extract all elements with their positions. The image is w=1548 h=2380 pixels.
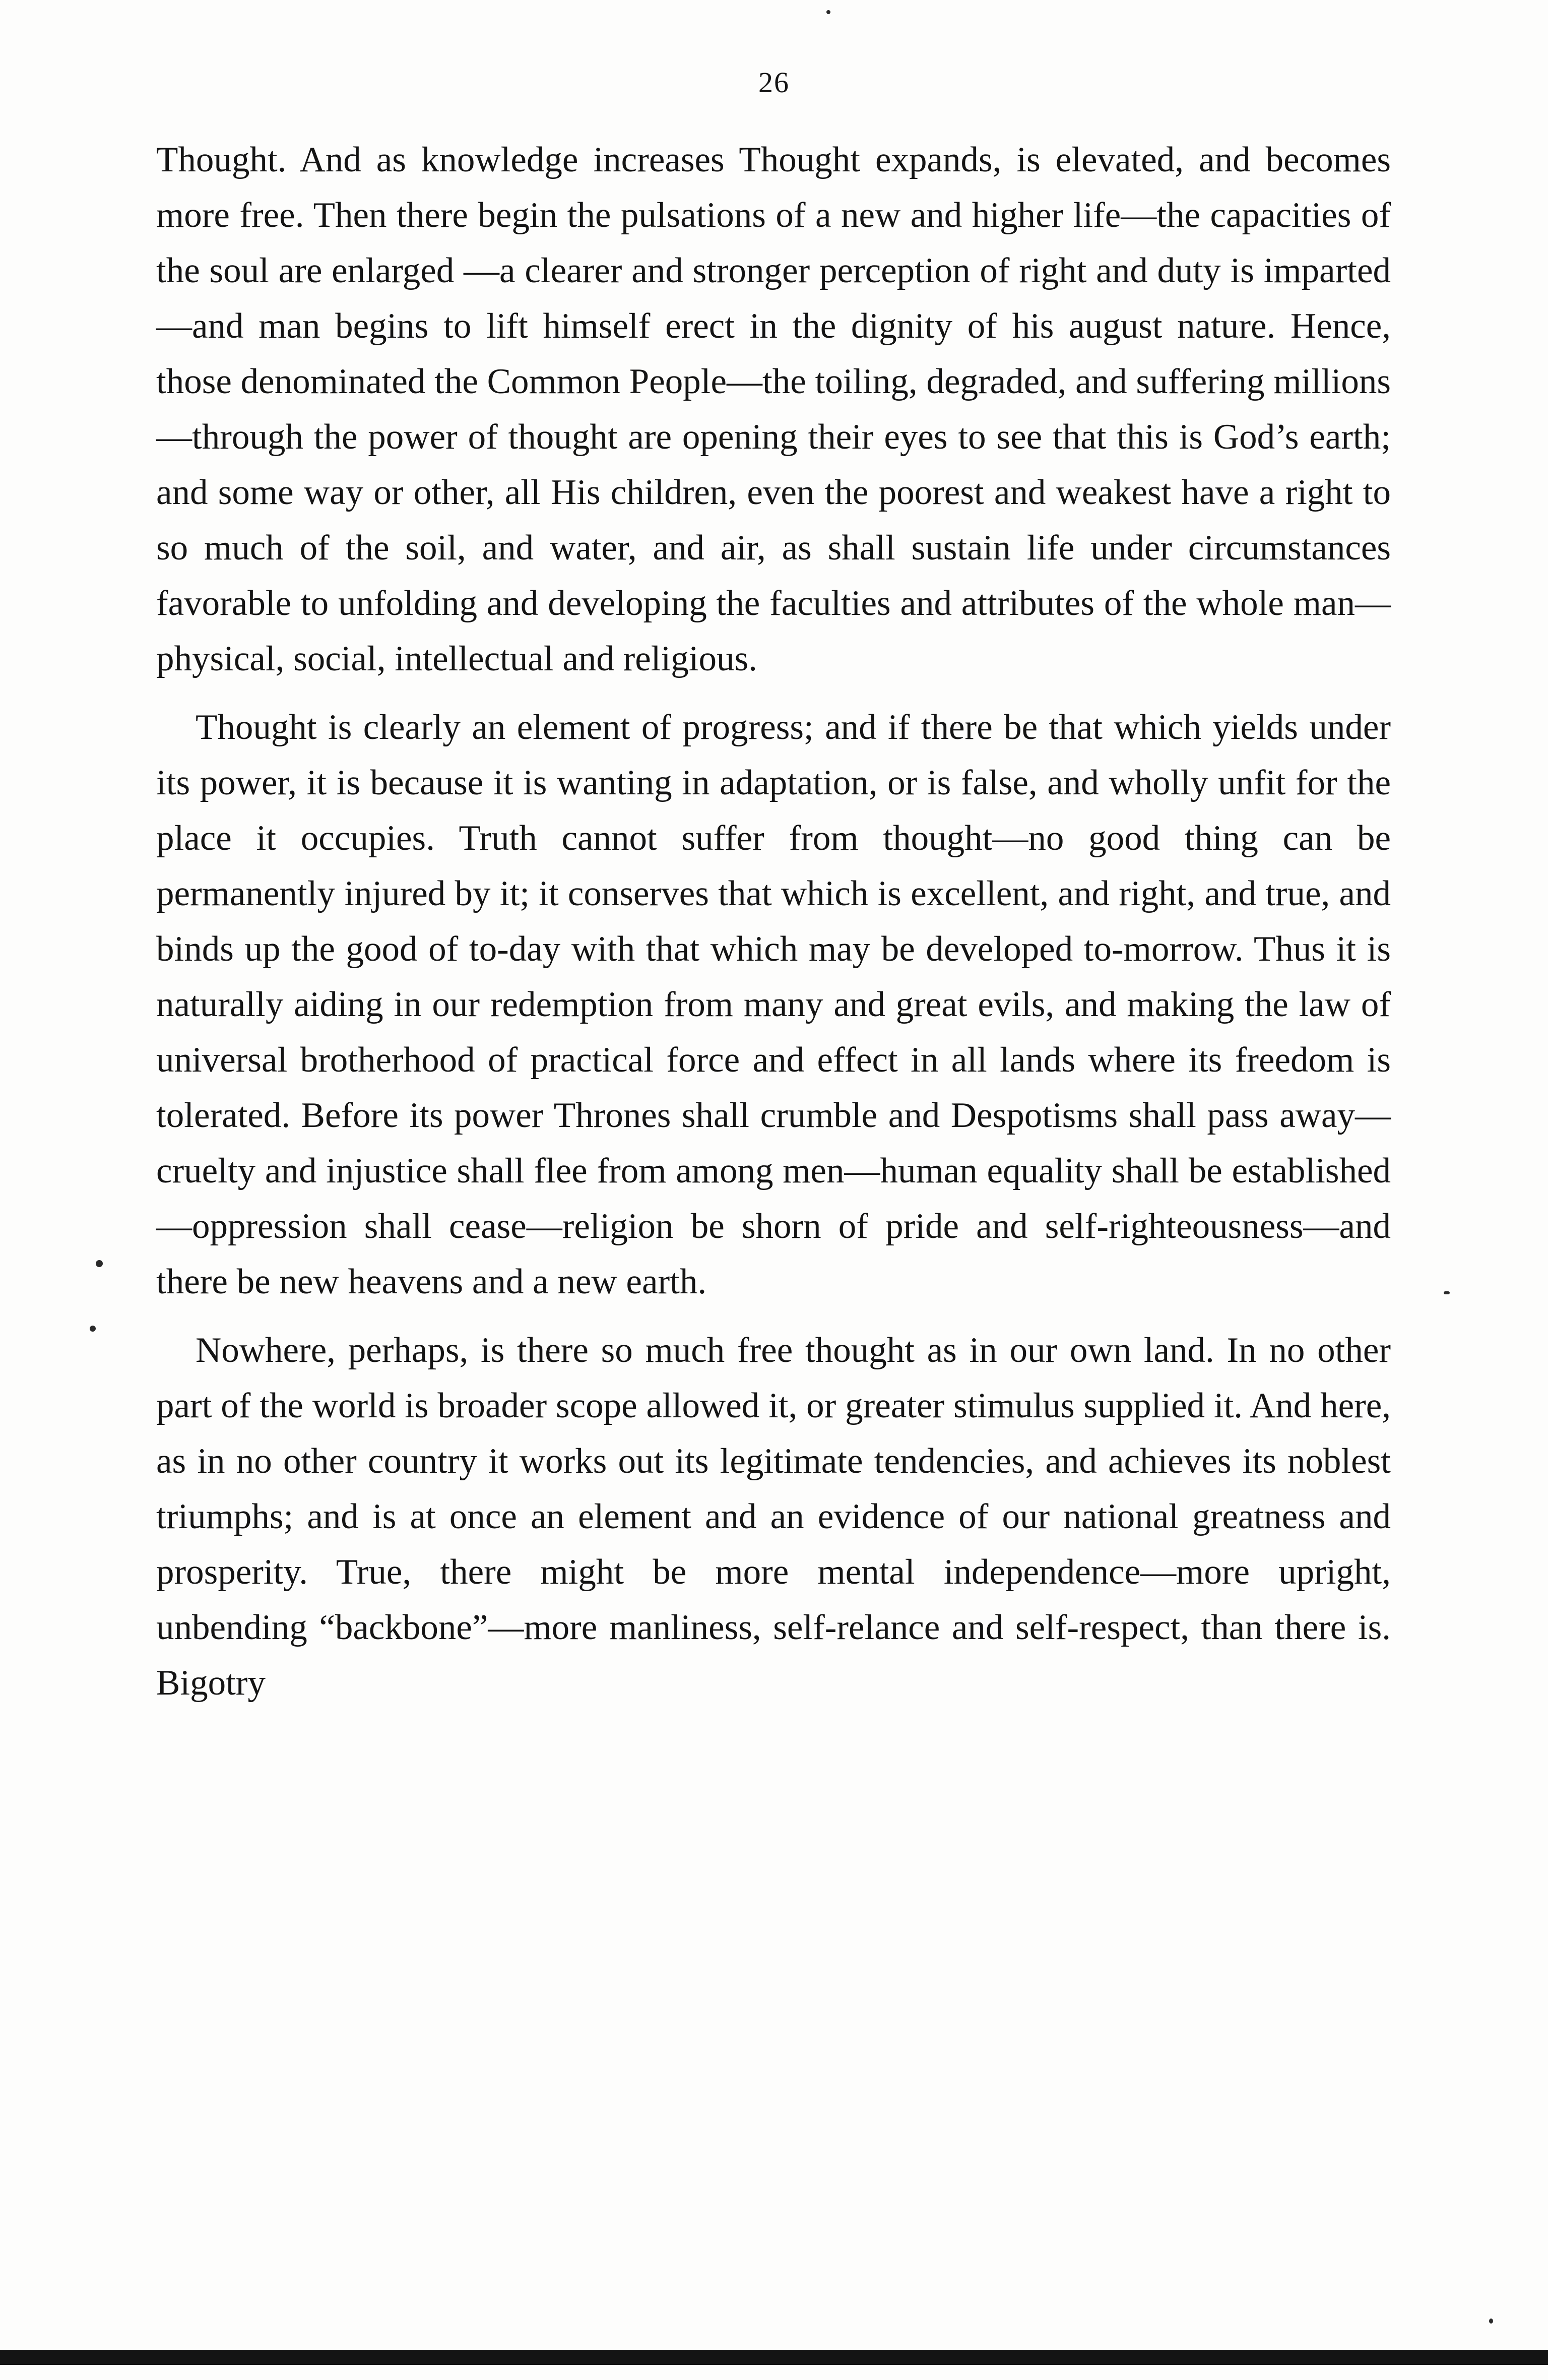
bottom-edge-rule <box>0 2350 1548 2365</box>
paragraph-1: Thought. And as knowledge increases Thought expands, is elevated, and becomes more free. Then there begin the pulsations of a new and higher life—the capacities of the soul are enlarged —a clearer and stronger perception of right and duty is imparted —and man begins to lift himself erect in the dignity of his august nature. Hence, those denominated the Common People—the toiling, degraded, and suffering millions—through the power of thought are opening their eyes to see that this is God’s earth; and some way or other, all His children, even the poorest and weakest have a right to so much of the soil, and water, and air, as shall sustain life under circumstances favorable to unfolding and developing the faculties and attributes of the whole man—physical, social, intellectual and religious. <box>156 140 1391 678</box>
scan-speck-left <box>96 1260 103 1267</box>
page-body <box>156 132 1391 1711</box>
scan-speck-bottom <box>1489 2319 1493 2324</box>
scan-speck-top <box>826 10 830 14</box>
paragraph-2: Thought is clearly an element of progress; and if there be that which yields under its power, it is because it is wanting in adaptation, or is false, and wholly unfit for the place it occupies. Truth cannot suffer from thought—no good thing can be permanently injured by it; it conserves that which is excellent, and right, and true, and binds up the good of to-day with that which may be developed to-morrow. Thus it is naturally aiding in our redemption from many and great evils, and making the law of universal brotherhood of practical force and effect in all lands where its freedom is tolerated. Before its power Thrones shall crumble and Despotisms shall pass away—cruelty and injustice shall flee from among men—human equality shall be established—oppression shall cease—religion be shorn of pride and self-righteousness—and there be new heavens and a new earth. <box>156 708 1391 1301</box>
scan-speck-right <box>1444 1291 1450 1294</box>
paragraph-3: Nowhere, perhaps, is there so much free thought as in our own land. In no other part of the world is broader scope allowed it, or greater stimulus supplied it. And here, as in no other country it works out its legitimate tendencies, and achieves its noblest triumphs; and is at once an element and an evidence of our national greatness and prosperity. True, there might be more mental independence—more upright, unbending “backbone”—more manliness, self-relance and self-respect, than there is. Bigotry <box>156 1331 1391 1703</box>
scan-speck-left-2 <box>90 1326 96 1332</box>
page-number: 26 <box>758 66 790 99</box>
